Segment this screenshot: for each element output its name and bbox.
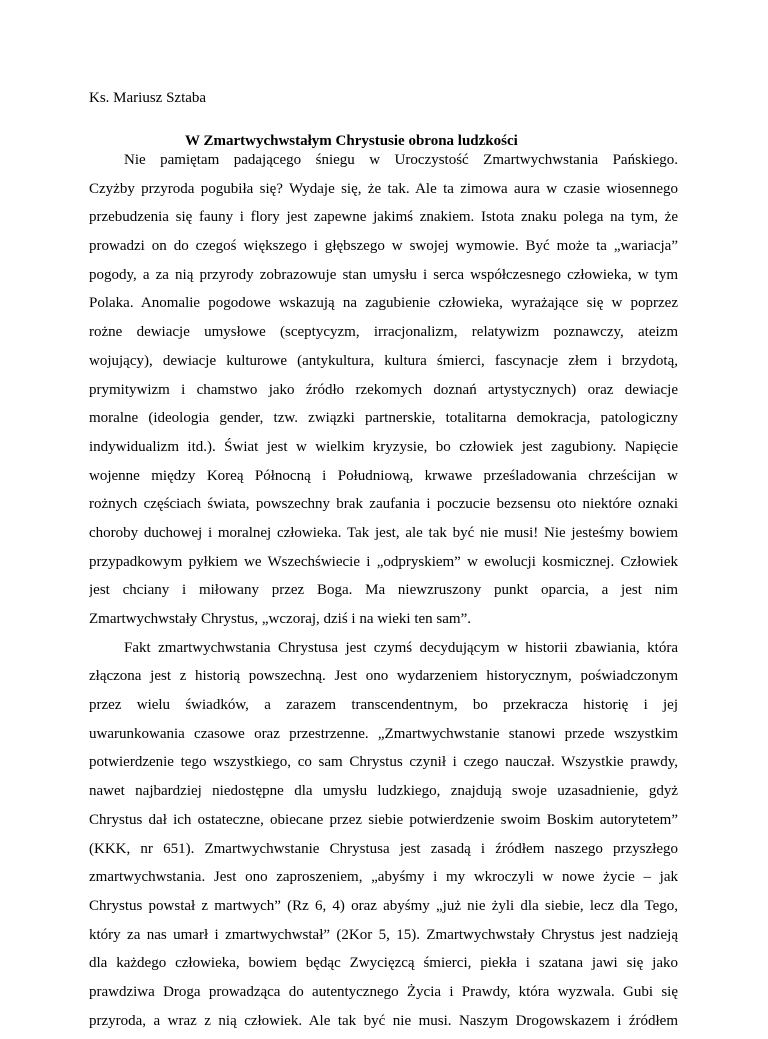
text-line: wojujący), dewiacje kulturowe (antykultura, kultura śmierci, fascynacje złem i brzydotą,	[89, 352, 678, 369]
text-line: moralne (ideologia gender, tzw. związki partnerskie, totalitarna demokracja, patologiczny	[89, 410, 678, 427]
text-line: prowadzi on do czegoś większego i głębszego w swojej wymowie. Być może ta „wariacja”	[89, 238, 678, 255]
author-line: Ks. Mariusz Sztaba	[89, 90, 207, 106]
text-line: prawdziwa Droga prowadząca do autentycznego Życia i Prawdy, która wyzwala. Gubi się	[89, 983, 678, 1000]
text-line: choroby duchowej i moralnej człowieka. Tak jest, ale tak być nie musi! Nie jesteśmy bowiem	[89, 524, 678, 541]
text-line: rożnych częściach świata, powszechny brak zaufania i poczucie bezsensu oto niektóre oznaki	[89, 496, 678, 513]
text-line: uwarunkowania czasowe oraz przestrzenne. „Zmartwychwstanie stanowi przede wszystkim	[89, 725, 678, 742]
text-line: (KKK, nr 651). Zmartwychwstanie Chrystusa jest zasadą i źródłem naszego przyszłego	[89, 840, 678, 857]
text-line: przyroda, a wraz z nią człowiek. Ale tak być nie musi. Naszym Drogowskazem i źródłem	[89, 1012, 678, 1029]
text-line: rożne dewiacje umysłowe (sceptycyzm, irracjonalizm, relatywizm poznawczy, ateizm	[89, 324, 678, 341]
article-body	[89, 150, 678, 1039]
text-line: Zmartwychwstały Chrystus, „wczoraj, dziś i na wieki ten sam”.	[89, 611, 471, 627]
text-line: indywidualizm itd.). Świat jest w wielkim kryzysie, bo człowiek jest zagubiony. Napięcie	[89, 438, 678, 455]
text-line: potwierdzenie tego wszystkiego, co sam Chrystus czynił i czego nauczał. Wszystkie prawdy,	[89, 754, 678, 771]
article-title: W Zmartwychwstałym Chrystusie obrona ludzkości	[185, 133, 518, 149]
text-line: przypadkowym pyłkiem we Wszechświecie i „odpryskiem” w ewolucji kosmicznej. Człowiek	[89, 553, 678, 570]
text-line: złączona jest z historią powszechną. Jest ono wydarzeniem historycznym, poświadczonym	[89, 668, 678, 685]
text-line: Czyżby przyroda pogubiła się? Wydaje się, że tak. Ale ta zimowa aura w czasie wiosennego	[89, 180, 678, 197]
text-line: Chrystus dał ich ostateczne, obiecane przez siebie potwierdzenie swoim Boskim autorytetem”	[89, 811, 678, 828]
text-line: jest chciany i miłowany przez Boga. Ma niewzruszony punkt oparcia, a jest nim	[89, 582, 678, 599]
text-line: nawet najbardziej niedostępne dla umysłu ludzkiego, znajdują swoje uzasadnienie, gdyż	[89, 783, 678, 800]
text-line: Nie pamiętam padającego śniegu w Uroczystość Zmartwychwstania Pańskiego.	[124, 152, 678, 168]
text-line: dla każdego człowieka, bowiem będąc Zwycięzcą śmierci, piekła i szatana jawi się jako	[89, 955, 678, 972]
text-line: zmartwychwstania. Jest ono zaproszeniem, „abyśmy i my wkroczyli w nowe życie – jak	[89, 869, 678, 886]
text-line: pogody, a za nią przyrody zobrazowuje stan umysłu i serca współczesnego człowieka, w tym	[89, 266, 678, 283]
text-line: Polaka. Anomalie pogodowe wskazują na zagubienie człowieka, wyrażające się w poprzez	[89, 295, 678, 312]
text-line: prymitywizm i chamstwo jako źródło rzekomych doznań artystycznych) oraz dewiacje	[89, 381, 678, 398]
text-line: Chrystus powstał z martwych” (Rz 6, 4) oraz abyśmy „już nie żyli dla siebie, lecz dla Tego,	[89, 897, 678, 914]
text-line: Fakt zmartwychwstania Chrystusa jest czymś decydującym w historii zbawiania, która	[124, 639, 678, 656]
text-line: przez wielu świadków, a zarazem transcendentnym, bo przekracza historię i jej	[89, 697, 678, 714]
text-line: wojenne między Koreą Północną i Południową, krwawe prześladowania chrześcijan w	[89, 467, 678, 484]
text-line: który za nas umarł i zmartwychwstał” (2Kor 5, 15). Zmartwychwstały Chrystus jest nadzieją	[89, 926, 678, 943]
text-line: przebudzenia się fauny i flory jest zapewne jakimś znakiem. Istota znaku polega na tym, że	[89, 209, 678, 226]
